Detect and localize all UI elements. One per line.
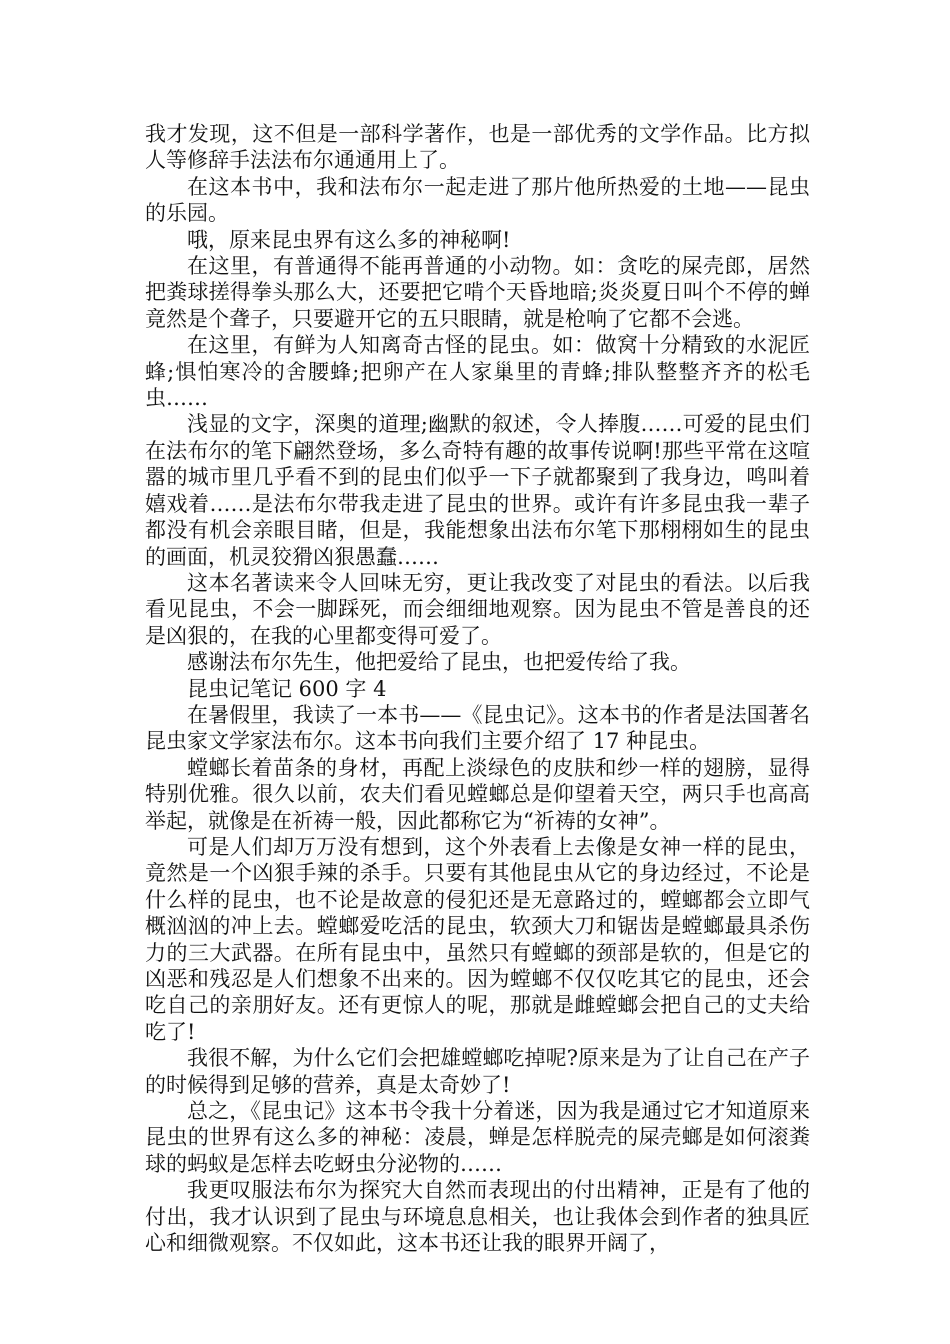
paragraph: 螳螂长着苗条的身材，再配上淡绿色的皮肤和纱一样的翅膀，显得特别优雅。很久以前，农夫们看见螳螂总是仰望着天空，两只手也高高举起，就像是在祈祷一般，因此都称它为“祈祷的女神”。 <box>145 755 810 833</box>
paragraph: 总之，《昆虫记》这本书令我十分着迷，因为我是通过它才知道原来昆虫的世界有这么多的神秘：凌晨，蝉是怎样脱壳的屎壳螂是如何滚粪球的蚂蚁是怎样去吃蚜虫分泌物的…… <box>145 1099 810 1176</box>
paragraph: 哦，原来昆虫界有这么多的神秘啊! <box>187 227 511 252</box>
paragraph: 在暑假里，我读了一本书——《昆虫记》。这本书的作者是法国著名昆虫家文学家法布尔。这本书向我们主要介绍了 17 种昆虫。 <box>145 702 810 754</box>
section-heading: 昆虫记笔记 600 字 4 <box>187 676 387 701</box>
paragraph: 在这本书中，我和法布尔一起走进了那片他所热爱的土地——昆虫的乐园。 <box>145 174 810 226</box>
paragraph: 感谢法布尔先生，他把爱给了昆虫，也把爱传给了我。 <box>187 650 691 675</box>
document-body <box>145 121 810 1256</box>
paragraph: 我很不解，为什么它们会把雄螳螂吃掉呢?原来是为了让自己在产子的时候得到足够的营养，真是太奇妙了! <box>145 1046 810 1097</box>
paragraph: 可是人们却万万没有想到，这个外表看上去像是女神一样的昆虫，竟然是一个凶狠手辣的杀手。只要有其他昆虫从它的身边经过，不论是什么样的昆虫，也不论是故意的侵犯还是无意路过的，螳螂都会立即气概汹汹的冲上去。螳螂爱吃活的昆虫，软颈大刀和锯齿是螳螂最具杀伤力的三大武器。在所有昆虫中，虽然只有螳螂的颈部是软的，但是它的凶恶和残忍是人们想象不出来的。因为螳螂不仅仅吃其它的昆虫，还会吃自己的亲朋好友。还有更惊人的呢，那就是雌螳螂会把自己的丈夫给吃了! <box>145 834 810 1044</box>
paragraph: 我才发现，这不但是一部科学著作，也是一部优秀的文学作品。比方拟人等修辞手法法布尔通通用上了。 <box>145 122 810 173</box>
paragraph: 我更叹服法布尔为探究大自然而表现出的付出精神，正是有了他的付出，我才认识到了昆虫与环境息息相关，也让我体会到作者的独具匠心和细微观察。不仅如此，这本书还让我的眼界开阔了， <box>145 1178 810 1256</box>
paragraph: 在这里，有普通得不能再普通的小动物。如：贪吃的屎壳郎，居然把粪球搓得拳头那么大，还要把它啃个天昏地暗;炎炎夏日叫个不停的蝉竟然是个聋子，只要避开它的五只眼睛，就是枪响了它都不会逃。 <box>145 254 810 331</box>
paragraph: 浅显的文字，深奥的道理;幽默的叙述，令人捧腹……可爱的昆虫们在法布尔的笔下翩然登场，多么奇特有趣的故事传说啊!那些平常在这喧嚣的城市里几乎看不到的昆虫们似乎一下子就都聚到了我身边，鸣叫着嬉戏着……是法布尔带我走进了昆虫的世界。或许有许多昆虫我一辈子都没有机会亲眼目睹，但是，我能想象出法布尔笔下那栩栩如生的昆虫的画面，机灵狡猾凶狠愚蠢…… <box>145 412 810 569</box>
paragraph: 这本名著读来令人回味无穷，更让我改变了对昆虫的看法。以后我看见昆虫，不会一脚踩死，而会细细地观察。因为昆虫不管是善良的还是凶狠的，在我的心里都变得可爱了。 <box>145 570 810 648</box>
paragraph: 在这里，有鲜为人知离奇古怪的昆虫。如：做窝十分精致的水泥匠蜂;惧怕寒冷的舍腰蜂;把卵产在人家巢里的青蜂;排队整整齐齐的松毛虫…… <box>145 333 810 411</box>
